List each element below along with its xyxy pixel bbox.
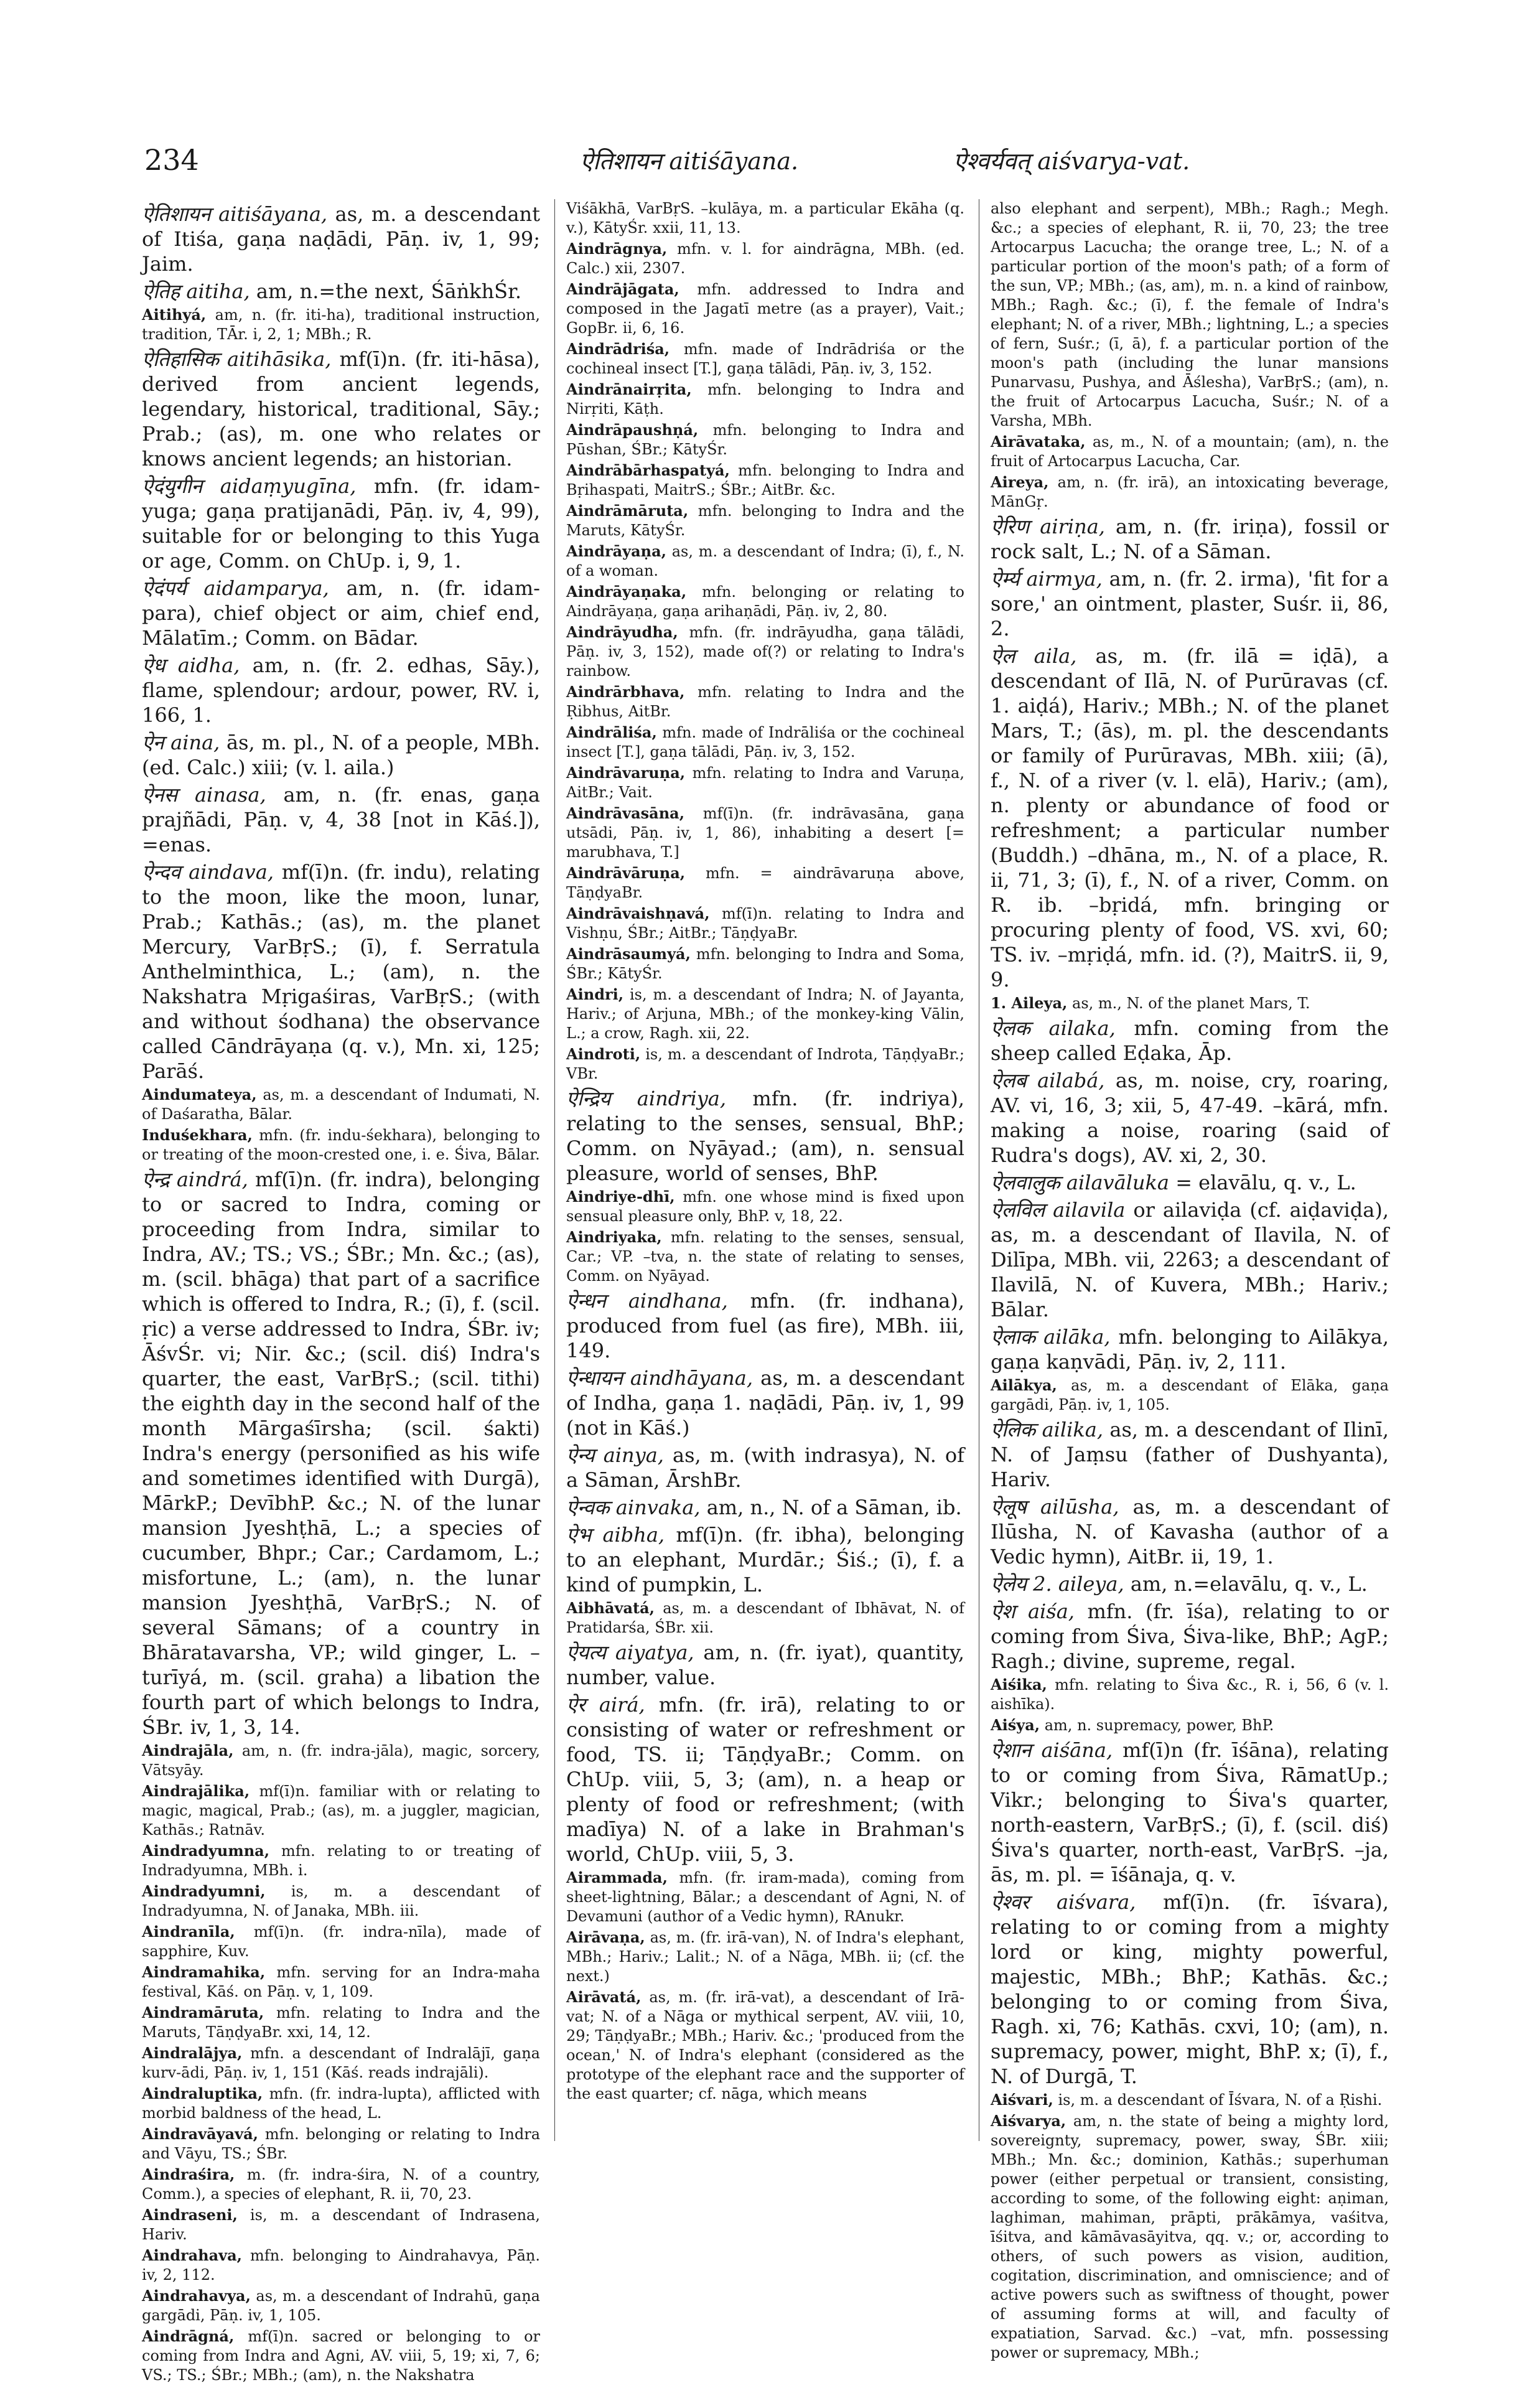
entry-definition: mfn. v. l. for aindrāgna, MBh. (ed. Calc.) xii, 2307. bbox=[566, 240, 964, 277]
dictionary-entry bbox=[142, 1125, 540, 1164]
entry-definition: as, m. a descendant of Ilinī, N. of Jaṃsu (father of Dushyanta), Hariv. bbox=[991, 1418, 1389, 1491]
page-header bbox=[144, 143, 1396, 193]
entry-definition: ās, m. pl., N. of a people, MBh. (ed. Calc.) xiii; (v. l. aila.) bbox=[142, 731, 540, 779]
entry-definition: am, n. (fr. 2. irma), 'fit for a sore,' an ointment, plaster, Suśr. ii, 86, 2. bbox=[991, 567, 1389, 640]
entry-definition: mfn. = aindrāvaruṇa above, TāṇḍyaBr. bbox=[566, 865, 964, 901]
entry-headword: ऐलवालुक ailavāluka bbox=[991, 1171, 1170, 1194]
dictionary-entry bbox=[566, 863, 964, 902]
entry-definition: mfn. serving for an Indra-maha festival, Kāś. on Pāṇ. v, 1, 109. bbox=[142, 1964, 540, 2000]
entry-definition: mfn. relating to Indra and the Ṛibhus, AitBr. bbox=[566, 683, 964, 720]
entry-headword: Aindrāgnya, bbox=[566, 240, 668, 258]
entry-definition: mfn. (fr. indra-lupta), afflicted with morbid baldness of the head, L. bbox=[142, 2085, 540, 2122]
entry-headword: Aindrānairṛita, bbox=[566, 380, 692, 398]
entry-headword: Aindrāvaruṇa, bbox=[566, 764, 686, 782]
entry-definition: mfn. (fr. indrāyudha, gaṇa tālādi, Pāṇ. iv, 3, 152), made of(?) or relating to Indra's rainbow. bbox=[566, 624, 964, 680]
entry-headword: Aindraluptika, bbox=[142, 2084, 263, 2102]
dictionary-entry bbox=[991, 644, 1389, 992]
dictionary-entry bbox=[142, 1841, 540, 1880]
entry-headword: Aindrāvaishṇavá, bbox=[566, 904, 710, 922]
left-running-head: ऐतिशायन aitiśāyana. bbox=[580, 148, 799, 175]
dictionary-entry bbox=[142, 2165, 540, 2204]
dictionary-entry bbox=[991, 1016, 1389, 1066]
entry-definition: is, m. a descendant of Īśvara, N. of a Ṛishi. bbox=[1053, 2091, 1383, 2109]
entry-definition: mf(ī)n (fr. īśāna), relating to or coming from Śiva, RāmatUp.; Vikr.; belonging to Śiva's quarter, north-eastern, VarBṛS.; (ī), f. (scil. diś) Śiva's quarter, north-east, VarBṛS. –ja, ās, m. pl. = īśānaja, q. v. bbox=[991, 1738, 1389, 1886]
entry-headword: Aindriyaka, bbox=[566, 1228, 662, 1246]
dictionary-entry bbox=[566, 420, 964, 459]
entry-headword: ऐध aidha, bbox=[142, 654, 240, 677]
entry-definition: as, m. a descendant of Ibhāvat, N. of Pratidarśa, ŚBr. xii. bbox=[566, 1600, 964, 1636]
dictionary-entry bbox=[991, 1197, 1389, 1322]
entry-definition: mf(ī)n. familiar with or relating to magic, magical, Prab.; (as), m. a juggler, magician, Kathās.; Ratnāv. bbox=[142, 1783, 540, 1839]
dictionary-entry bbox=[142, 2205, 540, 2244]
entry-headword: ऐलाक ailāka, bbox=[991, 1325, 1111, 1349]
dictionary-entry bbox=[566, 279, 964, 338]
dictionary-entry bbox=[991, 2090, 1389, 2110]
entry-headword: ऐशान aiśāna, bbox=[991, 1738, 1113, 1762]
entry-definition: am, n.=elavālu, q. v., L. bbox=[1124, 1572, 1368, 1596]
column-2 bbox=[566, 199, 964, 2141]
dictionary-entry bbox=[142, 1085, 540, 1124]
entry-definition: mfn. (fr. irā), relating to or consisting of water or refreshment or food, TS. ii; TāṇḍyaBr.; Comm. on ChUp. viii, 5, 3; (am), n. a heap or plenty of food or refreshment; (with madīya) N. of a lake in Brahman's world, ChUp. viii, 5, 3. bbox=[566, 1693, 964, 1866]
entry-definition: am, n. (fr. 2. edhas, Sāy.), flame, splendour; ardour, power, RV. i, 166, 1. bbox=[142, 654, 540, 727]
page-number: 234 bbox=[144, 143, 199, 177]
entry-headword: Aindramāruta, bbox=[142, 2003, 264, 2022]
entry-definition: as, m. a descendant of Indumati, N. of Daśaratha, Bālar. bbox=[142, 1086, 540, 1123]
dictionary-entry bbox=[991, 1572, 1389, 1596]
dictionary-entry bbox=[142, 1881, 540, 1921]
dictionary-body bbox=[142, 199, 1399, 2384]
entry-definition: as, m. a descendant of Indrahū, gaṇa gargādi, Pāṇ. iv, 1, 105. bbox=[142, 2287, 540, 2324]
entry-definition: mfn. belonging or relating to Indra and Vāyu, TS.; ŚBr. bbox=[142, 2125, 540, 2162]
entry-definition: as, m. a descendant of Indha, gaṇa 1. naḍādi, Pāṇ. iv, 1, 99 (not in Kāś.) bbox=[566, 1366, 964, 1440]
entry-definition: mf(ī)n. (fr. iti-hāsa), derived from ancient legends, legendary, historical, traditional, Sāy.; Prab.; (as), m. one who relates or knows ancient legends; an historian. bbox=[142, 347, 540, 471]
entry-definition: am, n. (fr. iyat), quantity, number, value. bbox=[566, 1641, 964, 1689]
entry-headword: ऐश aiśa, bbox=[991, 1600, 1075, 1623]
entry-headword: Aindravāyavá, bbox=[142, 2125, 259, 2143]
entry-definition: mfn. belonging to Indra and the Maruts, KātyŚr. bbox=[566, 502, 964, 539]
dictionary-entry bbox=[566, 944, 964, 983]
entry-definition: as, m., N. of a mountain; (am), n. the fruit of Artocarpus Lacucha, Car. bbox=[991, 433, 1389, 470]
dictionary-entry bbox=[142, 782, 540, 857]
entry-headword: Aireya, bbox=[991, 473, 1049, 491]
dictionary-entry bbox=[566, 1044, 964, 1084]
entry-headword: Aindrādriśa, bbox=[566, 340, 670, 358]
dictionary-entry bbox=[142, 2286, 540, 2325]
dictionary-entry bbox=[566, 1692, 964, 1867]
entry-definition: mfn. coming from the sheep called Eḍaka, Āp. bbox=[991, 1016, 1389, 1065]
entry-headword: ऐलविल ailavila bbox=[991, 1198, 1126, 1222]
entry-headword: Aindrājāgata, bbox=[566, 280, 679, 298]
entry-headword: Aindrahavya, bbox=[142, 2287, 251, 2305]
dictionary-entry bbox=[142, 2326, 540, 2385]
entry-definition: mf(ī)n. sacred or belonging to or coming from Indra and Agni, AV. viii, 5, 19; xi, 7, 6; VS.; TS.; ŚBr.; MBh.; (am), n. the Nakshatra bbox=[142, 2328, 540, 2384]
entry-headword: ऐन्द्र aindrá, bbox=[142, 1168, 248, 1191]
dictionary-entry bbox=[991, 1715, 1389, 1735]
entry-headword: Aindraśira, bbox=[142, 2165, 235, 2183]
entry-definition: mf(ī)n. (fr. indra-nīla), made of sapphire, Kuv. bbox=[142, 1923, 540, 1960]
entry-definition: am, n., N. of a Sāman, ib. bbox=[700, 1496, 962, 1519]
entry-definition: as, m. (fr. irā-van), N. of Indra's elephant, MBh.; Hariv.; Lalit.; N. of a Nāga, MBh. ii; (cf. the next.) bbox=[566, 1929, 964, 1985]
dictionary-entry bbox=[991, 2111, 1389, 2363]
entry-headword: Aindrāsaumyá, bbox=[566, 945, 691, 963]
entry-headword: Airāvatá, bbox=[566, 1988, 642, 2006]
entry-definition: mfn. belonging to Indra and Nirṛiti, Kāṭh. bbox=[566, 381, 964, 418]
dictionary-entry bbox=[142, 347, 540, 471]
dictionary-entry bbox=[991, 1494, 1389, 1569]
dictionary-entry bbox=[991, 993, 1389, 1013]
entry-headword: Aiśya, bbox=[991, 1716, 1040, 1734]
entry-headword: ऐतिशायन aitiśāyana, bbox=[142, 202, 328, 226]
entry-definition: mf(ī)n. (fr. indra), belonging to or sacred to Indra, coming or proceeding from Indra, similar to Indra, AV.; TS.; VS.; ŚBr.; Mn. &c.; (as), m. (scil. bhāga) that part of a sacrifice which is offered to Indra, R.; (ī), f. (scil. ṛic) a verse addressed to Indra, ŚBr. iv; ĀśvŚr. vi; Nir. &c.; (scil. diś) Indra's quarter, the east, VarBṛS.; (scil. tithi) the eighth day in the second half of the month Mārgaśīrsha; (scil. śakti) Indra's energy (personified as his wife and sometimes identified with Durgā), MārkP.; DevībhP. &c.; N. of the lunar mansion Jyeshṭhā, L.; a species of cucumber, Bhpr.; Car.; Cardamom, L.; misfortune, L.; (am), n. the lunar mansion Jyeshṭhā, VarBṛS.; N. of several Sāmans; of a country in Bhāratavarsha, VP.; wild ginger, L. –turīyá, m. (scil. graha) a libation the fourth part of which belongs to Indra, ŚBr. iv, 1, 3, 14. bbox=[142, 1168, 541, 1739]
dictionary-entry bbox=[566, 1987, 964, 2104]
entry-headword: Aiśvarya, bbox=[991, 2112, 1066, 2130]
dictionary-entry bbox=[142, 2246, 540, 2285]
entry-headword: Airammada, bbox=[566, 1868, 668, 1886]
entry-headword: ऐतिह aitiha, bbox=[142, 279, 250, 303]
entry-definition: mfn. (fr. indriya), relating to the senses, sensual, BhP.; Comm. on Nyāyad.; (am), n. sensual pleasure, world of senses, BhP. bbox=[566, 1087, 964, 1185]
entry-definition: mfn. addressed to Indra and composed in the Jagatī metre (as a prayer), Vait.; GopBr. ii, 6, 16. bbox=[566, 281, 964, 337]
entry-definition: mfn. made of Indrāliśa or the cochineal insect [T.], gaṇa tālādi, Pāṇ. iv, 3, 152. bbox=[566, 724, 964, 761]
entry-headword: Ailākya, bbox=[991, 1376, 1057, 1394]
dictionary-entry bbox=[142, 279, 540, 304]
entry-definition: am, n. (fr. iti-ha), traditional instruction, tradition, TĀr. i, 2, 1; MBh.; R. bbox=[142, 306, 540, 343]
dictionary-entry bbox=[566, 723, 964, 762]
dictionary-entry bbox=[142, 2124, 540, 2163]
dictionary-entry bbox=[566, 239, 964, 278]
entry-definition: mfn. (fr. idam-yuga; gaṇa pratijanādi, Pāṇ. iv, 4, 99), suitable for or belonging to this Yuga or age, Comm. on ChUp. i, 9, 1. bbox=[142, 474, 541, 573]
entry-definition: am, n. the state of being a mighty lord, sovereignty, supremacy, power, sway, ŚBr. xiii; MBh.; Mn. &c.; dominion, Kathās.; superhuman power (either perpetual or transient, consisting, according to some, of the following eight: aṇiman, laghiman, mahiman, prāpti, prākāmya, vaśitva, īśitva, and kāmāvasāyitva, qq. v.; or, according to others, of such powers as vision, audition, cogitation, discrimination, and omniscience; and of active powers such as swiftness of thought, power of assuming forms at will, and faculty of expatiation, Sarvad. &c.) –vat, mfn. possessing power or supremacy, MBh.; bbox=[991, 2112, 1389, 2361]
entry-definition: mfn. relating to Śiva &c., R. i, 56, 6 (v. l. aishīka). bbox=[991, 1676, 1389, 1713]
dictionary-entry bbox=[142, 2084, 540, 2123]
entry-headword: ऐर्म्य airmya, bbox=[991, 567, 1103, 591]
column-1 bbox=[142, 199, 541, 2384]
entry-definition: mfn. belonging to Indra and Pūshan, ŚBr.; KātyŚr. bbox=[566, 421, 964, 458]
entry-headword: Aindrajāla, bbox=[142, 1741, 234, 1759]
entry-definition: is, m. a descendant of Indra; N. of Jayanta, Hariv.; of Arjuna, MBh.; of the monkey-king Vālin, L.; a crow, Ragh. xii, 22. bbox=[566, 986, 964, 1042]
dictionary-entry bbox=[566, 199, 964, 238]
entry-headword: Aindraseni, bbox=[142, 2206, 238, 2224]
entry-definition: mfn. made of Indrādriśa or the cochineal insect [T.], gaṇa tālādi, Pāṇ. iv, 3, 152. bbox=[566, 340, 964, 377]
dictionary-entry bbox=[566, 1086, 964, 1186]
entry-headword: Aiśika, bbox=[991, 1675, 1047, 1694]
dictionary-entry bbox=[991, 1890, 1389, 2089]
entry-definition: mfn. relating to Indra and Varuṇa, AitBr.; Vait. bbox=[566, 764, 964, 801]
entry-definition: mfn. belonging to Indra and Soma, ŚBr.; KātyŚr. bbox=[566, 945, 964, 982]
dictionary-entry bbox=[566, 1443, 964, 1492]
dictionary-entry bbox=[142, 1922, 540, 1961]
dictionary-entry bbox=[566, 380, 964, 419]
entry-headword: Aindrābārhaspatyá, bbox=[566, 461, 730, 479]
dictionary-entry bbox=[566, 339, 964, 378]
dictionary-entry bbox=[991, 566, 1389, 641]
dictionary-entry bbox=[566, 804, 964, 862]
dictionary-entry bbox=[142, 2003, 540, 2042]
entry-definition: is, m. a descendant of Indrasena, Hariv. bbox=[142, 2206, 540, 2243]
entry-definition: mf(ī)n. (fr. ibha), belonging to an elephant, Murdār.; Śiś.; (ī), f. a kind of pumpkin, L. bbox=[566, 1523, 964, 1596]
entry-headword: ऐदंपर्य aidamparya, bbox=[142, 576, 329, 600]
dictionary-entry bbox=[142, 305, 540, 344]
dictionary-entry bbox=[991, 1417, 1389, 1492]
entry-definition: mfn. a descendant of Indralājī, gaṇa kurv-ādi, Pāṇ. iv, 1, 151 (Kāś. reads indrajāli). bbox=[142, 2045, 540, 2081]
dictionary-entry bbox=[142, 1741, 540, 1780]
entry-headword: ऐन्वक ainvaka, bbox=[566, 1496, 701, 1519]
dictionary-entry bbox=[142, 576, 540, 650]
dictionary-entry bbox=[142, 202, 540, 276]
entry-headword: Aindriye-dhī, bbox=[566, 1188, 675, 1206]
dictionary-entry bbox=[991, 199, 1389, 431]
dictionary-entry bbox=[566, 1598, 964, 1638]
entry-definition: as, m., N. of the planet Mars, T. bbox=[1067, 995, 1310, 1012]
dictionary-entry bbox=[142, 730, 540, 780]
dictionary-entry bbox=[142, 1781, 540, 1840]
dictionary-entry bbox=[991, 432, 1389, 471]
dictionary-entry bbox=[566, 501, 964, 540]
entry-headword: ऐलब ailabá, bbox=[991, 1069, 1105, 1092]
entry-headword: Aindradyumni, bbox=[142, 1882, 266, 1900]
entry-headword: ऐन aina, bbox=[142, 731, 220, 754]
dictionary-entry bbox=[566, 1227, 964, 1286]
entry-headword: Induśekhara, bbox=[142, 1126, 253, 1144]
entry-headword: Aibhāvatá, bbox=[566, 1599, 655, 1617]
entry-headword: Aindroti, bbox=[566, 1045, 641, 1063]
dictionary-entry bbox=[991, 1324, 1389, 1374]
entry-headword: Aindri, bbox=[566, 985, 624, 1003]
entry-definition: also elephant and serpent), MBh.; Ragh.; Megh. &c.; a species of elephant, R. ii, 70, 23; the tree Artocarpus Lacucha; the orange tree, L.; N. of a particular portion of the moon's path; of a form of the sun, VP.; MBh.; (as, am), m. n. a kind of rainbow, MBh.; Ragh. &c.; (ī), f. the female of Indra's elephant; N. of a river, MBh.; lightning, L.; a species of fern, Suśr.; (ī, ā), f. a particular portion of the moon's path (including the lunar mansions Punarvasu, Pushya, and Āślesha), VarBṛS.; (am), n. the fruit of Artocarpus Lacucha, Suśr.; N. of a Varsha, MBh. bbox=[991, 200, 1389, 429]
dictionary-entry bbox=[566, 763, 964, 802]
entry-headword: Aindrāvasāna, bbox=[566, 804, 685, 822]
entry-headword: ऐन्धायन aindhāyana, bbox=[566, 1366, 754, 1390]
entry-definition: am, n. (fr. idam-para), chief object or aim, chief end, Mālatīm.; Comm. on Bādar. bbox=[142, 576, 540, 650]
dictionary-entry bbox=[991, 1375, 1389, 1415]
entry-definition: mfn. belonging to Ailākya, gaṇa kaṇvādi, Pāṇ. iv, 2, 111. bbox=[991, 1325, 1389, 1374]
entry-headword: ऐभ aibha, bbox=[566, 1523, 665, 1547]
dictionary-entry bbox=[991, 1068, 1389, 1168]
entry-headword: Airāvaṇa, bbox=[566, 1928, 645, 1946]
entry-headword: Aindrāyaṇaka, bbox=[566, 583, 687, 601]
entry-headword: ऐन्द्रिय aindriya, bbox=[566, 1087, 727, 1110]
dictionary-entry bbox=[566, 1187, 964, 1226]
entry-headword: Aindrahava, bbox=[142, 2246, 243, 2264]
dictionary-entry bbox=[991, 1599, 1389, 1674]
entry-definition: mf(ī)n. (fr. indu), relating to the moon, like the moon, lunar, Prab.; Kathās.; (as), m. the planet Mercury, VarBṛS.; (ī), f. Serratula Anthelminthica, L.; (am), n. the Nakshatra Mṛigaśiras, VarBṛS.; (with and without śodhana) the observance called Cāndrāyaṇa (q. v.), Mn. xi, 125; Parāś. bbox=[142, 860, 541, 1083]
dictionary-entry bbox=[991, 1675, 1389, 1714]
entry-headword: Aitihyá, bbox=[142, 306, 207, 324]
dictionary-entry bbox=[566, 1868, 964, 1926]
dictionary-entry bbox=[566, 1640, 964, 1690]
entry-headword: ऐदंयुगीन aidaṃyugīna, bbox=[142, 474, 357, 498]
entry-definition: am, n. supremacy, power, BhP. bbox=[1040, 1717, 1274, 1734]
dictionary-entry bbox=[142, 2043, 540, 2083]
entry-definition: mfn. belonging to Aindrahavya, Pāṇ. iv, 2, 112. bbox=[142, 2247, 540, 2284]
entry-definition: am, n. (fr. enas, gaṇa prajñādi, Pāṇ. v, 4, 38 [not in Kāś.]), =enas. bbox=[142, 783, 541, 856]
entry-headword: Aiśvari, bbox=[991, 2091, 1053, 2109]
entry-definition: as, m. a descendant of Ilūsha, N. of Kavasha (author of a Vedic hymn), AitBr. ii, 19, 1. bbox=[991, 1495, 1389, 1568]
entry-headword: Aindrajālika, bbox=[142, 1782, 250, 1800]
entry-definition: mf(ī)n. (fr. īśvara), relating to or coming from a mighty lord or king, mighty powerful, majestic, MBh.; BhP.; Kathās. &c.; belonging to or coming from Śiva, Ragh. xi, 76; Kathās. cxvi, 10; (am), n. supremacy, power, might, BhP. x; (ī), f., N. of Durgā, T. bbox=[991, 1890, 1389, 2088]
entry-headword: Airāvataka, bbox=[991, 433, 1086, 451]
dictionary-entry bbox=[566, 682, 964, 721]
entry-headword: Aindrāvāruṇa, bbox=[566, 864, 686, 882]
entry-definition: mfn. belonging to Indra and Bṛihaspati, MaitrS.; ŚBr.; AitBr. &c. bbox=[566, 462, 964, 499]
entry-definition: mfn. belonging or relating to Aindrāyaṇa, gaṇa arihaṇādi, Pāṇ. iv, 2, 80. bbox=[566, 583, 964, 620]
entry-definition: as, m. a descendant of Elāka, gaṇa gargādi, Pāṇ. iv, 1, 105. bbox=[991, 1377, 1389, 1413]
entry-definition: as, m. (fr. irā-vat), a descendant of Irā-vat; N. of a Nāga or mythical serpent, AV. viii, 10, 29; TāṇḍyaBr.; MBh.; Hariv. &c.; 'produced from the ocean,' N. of Indra's elephant (considered as the prototype of the elephant race and the supporter of the east quarter; cf. nāga, which means bbox=[566, 1989, 964, 2102]
dictionary-entry bbox=[142, 1167, 540, 1740]
entry-definition: as, m. a descendant of Itiśa, gaṇa naḍādi, Pāṇ. iv, 1, 99; Jaim. bbox=[142, 202, 541, 276]
entry-definition: = elavālu, q. v., L. bbox=[1169, 1171, 1356, 1194]
entry-headword: ऐरिण airiṇa, bbox=[991, 515, 1105, 538]
entry-headword: 1. Aileya, bbox=[991, 994, 1068, 1012]
entry-headword: Aindrāyaṇa, bbox=[566, 542, 667, 560]
entry-definition: am, n.=the next, ŚāṅkhŚr. bbox=[250, 279, 522, 303]
dictionary-entry bbox=[566, 622, 964, 681]
dictionary-entry bbox=[566, 541, 964, 581]
entry-definition: mf(ī)n. relating to Indra and Vishṇu, ŚBr.; AitBr.; TāṇḍyaBr. bbox=[566, 905, 964, 942]
entry-headword: ऐलिक ailika, bbox=[991, 1418, 1104, 1441]
dictionary-entry bbox=[566, 1928, 964, 1986]
entry-headword: Aindrāgná, bbox=[142, 2327, 235, 2345]
dictionary-entry bbox=[142, 860, 540, 1084]
entry-headword: ऐन्धन aindhana, bbox=[566, 1289, 728, 1313]
dictionary-entry bbox=[566, 985, 964, 1043]
entry-headword: ऐलूष ailūsha, bbox=[991, 1495, 1119, 1519]
entry-definition: mfn. (fr. iram-mada), coming from sheet-lightning, Bālar.; a descendant of Agni, N. of Devamuni (author of a Vedic hymn), RAnukr. bbox=[566, 1869, 964, 1925]
dictionary-entry bbox=[991, 514, 1389, 564]
entry-definition: mfn. relating to Indra and the Maruts, TāṇḍyaBr. xxi, 14, 12. bbox=[142, 2004, 540, 2041]
dictionary-entry bbox=[566, 1366, 964, 1440]
entry-definition: mfn. relating to or treating of Indradyumna, MBh. i. bbox=[142, 1842, 540, 1879]
entry-headword: Aindramahika, bbox=[142, 1963, 266, 1981]
entry-definition: as, m. (fr. ilā = iḍā), a descendant of Ilā, N. of Purūravas (cf. 1. aiḍá), Hariv.; MBh.; N. of the planet Mars, T.; (ās), m. pl. the descendants or family of Purūravas, MBh. xiii; (ā), f., N. of a river (v. l. elā), Hariv.; (am), n. plenty or abundance of food or refreshment; a particular number (Buddh.) –dhāna, m., N. of a place, R. ii, 71, 3; (ī), f., N. of a river, Comm. on R. ib. –bṛidá, mfn. bringing or procuring plenty of food, VS. xvi, 60; TS. iv. –mṛiḍá, mfn. id. (?), MaitrS. ii, 9, 9. bbox=[991, 644, 1389, 991]
entry-headword: Aindrāpaushṇá, bbox=[566, 421, 699, 439]
dictionary-entry bbox=[991, 1170, 1389, 1195]
dictionary-entry bbox=[566, 461, 964, 500]
entry-headword: ऐनस ainasa, bbox=[142, 783, 266, 807]
dictionary-entry bbox=[142, 474, 540, 573]
dictionary-entry bbox=[566, 904, 964, 943]
column-3 bbox=[991, 199, 1389, 2361]
dictionary-entry bbox=[566, 582, 964, 621]
entry-headword: ऐर airá, bbox=[566, 1693, 645, 1717]
entry-definition: mfn. (fr. indhana), produced from fuel (as fire), MBh. iii, 149. bbox=[566, 1289, 964, 1362]
entry-headword: Aindumateya, bbox=[142, 1085, 257, 1103]
entry-headword: ऐल aila, bbox=[991, 644, 1077, 668]
dictionary-entry bbox=[566, 1495, 964, 1520]
entry-headword: Aindrāmāruta, bbox=[566, 502, 689, 520]
entry-headword: ऐलेय 2. aileya, bbox=[991, 1572, 1124, 1596]
entry-definition: mfn. relating to the senses, sensual, Car.; VP. –tva, n. the state of relating to senses, Comm. on Nyāyad. bbox=[566, 1229, 964, 1285]
entry-definition: mfn. one whose mind is fixed upon sensual pleasure only, BhP. v, 18, 22. bbox=[566, 1188, 964, 1225]
dictionary-entry bbox=[566, 1522, 964, 1597]
entry-definition: as, m. noise, cry, roaring, AV. vi, 16, 3; xii, 5, 47-49. –kārá, mfn. making a noise, roaring (said of Rudra's dogs), AV. xi, 2, 30. bbox=[991, 1069, 1389, 1167]
entry-definition: am, n. (fr. irā), an intoxicating beverage, MānGṛ. bbox=[991, 474, 1389, 510]
entry-definition: is, m. a descendant of Indradyumna, N. of Janaka, MBh. iii. bbox=[142, 1883, 540, 1919]
entry-headword: ऐयत्य aiyatya, bbox=[566, 1641, 694, 1664]
entry-headword: Aindrārbhava, bbox=[566, 683, 685, 701]
entry-definition: mfn. (fr. īśa), relating to or coming from Śiva, Śiva-like, BhP.; AgP.; Ragh.; divine, supreme, regal. bbox=[991, 1600, 1389, 1673]
entry-definition: is, m. a descendant of Indrota, TāṇḍyaBr.; VBr. bbox=[566, 1046, 964, 1082]
entry-headword: ऐश्वर aiśvara, bbox=[991, 1890, 1136, 1914]
entry-definition: mf(ī)n. (fr. indrāvasāna, gaṇa utsādi, Pāṇ. iv, 1, 86), inhabiting a desert [= marubhava, T.] bbox=[566, 805, 964, 861]
dictionary-entry bbox=[142, 1962, 540, 2002]
entry-definition: Viśākhā, VarBṛS. –kulāya, m. a particular Ekāha (q. v.), KātyŚr. xxii, 11, 13. bbox=[566, 200, 964, 237]
entry-definition: mfn. (fr. indu-śekhara), belonging to or treating of the moon-crested one, i. e. Śiva, Bālar. bbox=[142, 1127, 540, 1163]
entry-headword: Aindranīla, bbox=[142, 1923, 235, 1941]
entry-definition: am, n. (fr. iriṇa), fossil or rock salt, L.; N. of a Sāman. bbox=[991, 515, 1389, 563]
entry-headword: ऐलक ailaka, bbox=[991, 1016, 1116, 1040]
dictionary-entry bbox=[991, 1738, 1389, 1887]
dictionary-entry bbox=[991, 472, 1389, 512]
entry-definition: as, m. (with indrasya), N. of a Sāman, ĀrshBr. bbox=[566, 1443, 964, 1492]
entry-headword: Aindrāliśa, bbox=[566, 723, 657, 741]
entry-headword: ऐन्य ainya, bbox=[566, 1443, 664, 1467]
entry-headword: Aindradyumna, bbox=[142, 1842, 270, 1860]
entry-definition: as, m. a descendant of Indra; (ī), f., N. of a woman. bbox=[566, 543, 964, 579]
entry-definition: or ailaviḍa (cf. aiḍaviḍa), as, m. a descendant of Ilavila, N. of Dilīpa, MBh. vii, 2263; a descendant of Ilavilā, N. of Kuvera, MBh.; Hariv.; Bālar. bbox=[991, 1198, 1389, 1321]
entry-headword: Aindralājya, bbox=[142, 2044, 243, 2062]
entry-definition: am, n. (fr. indra-jāla), magic, sorcery, Vātsyāy. bbox=[142, 1742, 540, 1779]
entry-definition: m. (fr. indra-śira, N. of a country, Comm.), a species of elephant, R. ii, 70, 23. bbox=[142, 2166, 540, 2203]
dictionary-entry bbox=[566, 1288, 964, 1363]
right-running-head: ऐश्वर्यवत् aiśvarya-vat. bbox=[953, 148, 1190, 175]
dictionary-entry bbox=[142, 653, 540, 728]
entry-headword: ऐन्दव aindava, bbox=[142, 860, 274, 884]
entry-headword: Aindrāyudha, bbox=[566, 623, 678, 641]
entry-headword: ऐतिहासिक aitihāsika, bbox=[142, 347, 332, 371]
